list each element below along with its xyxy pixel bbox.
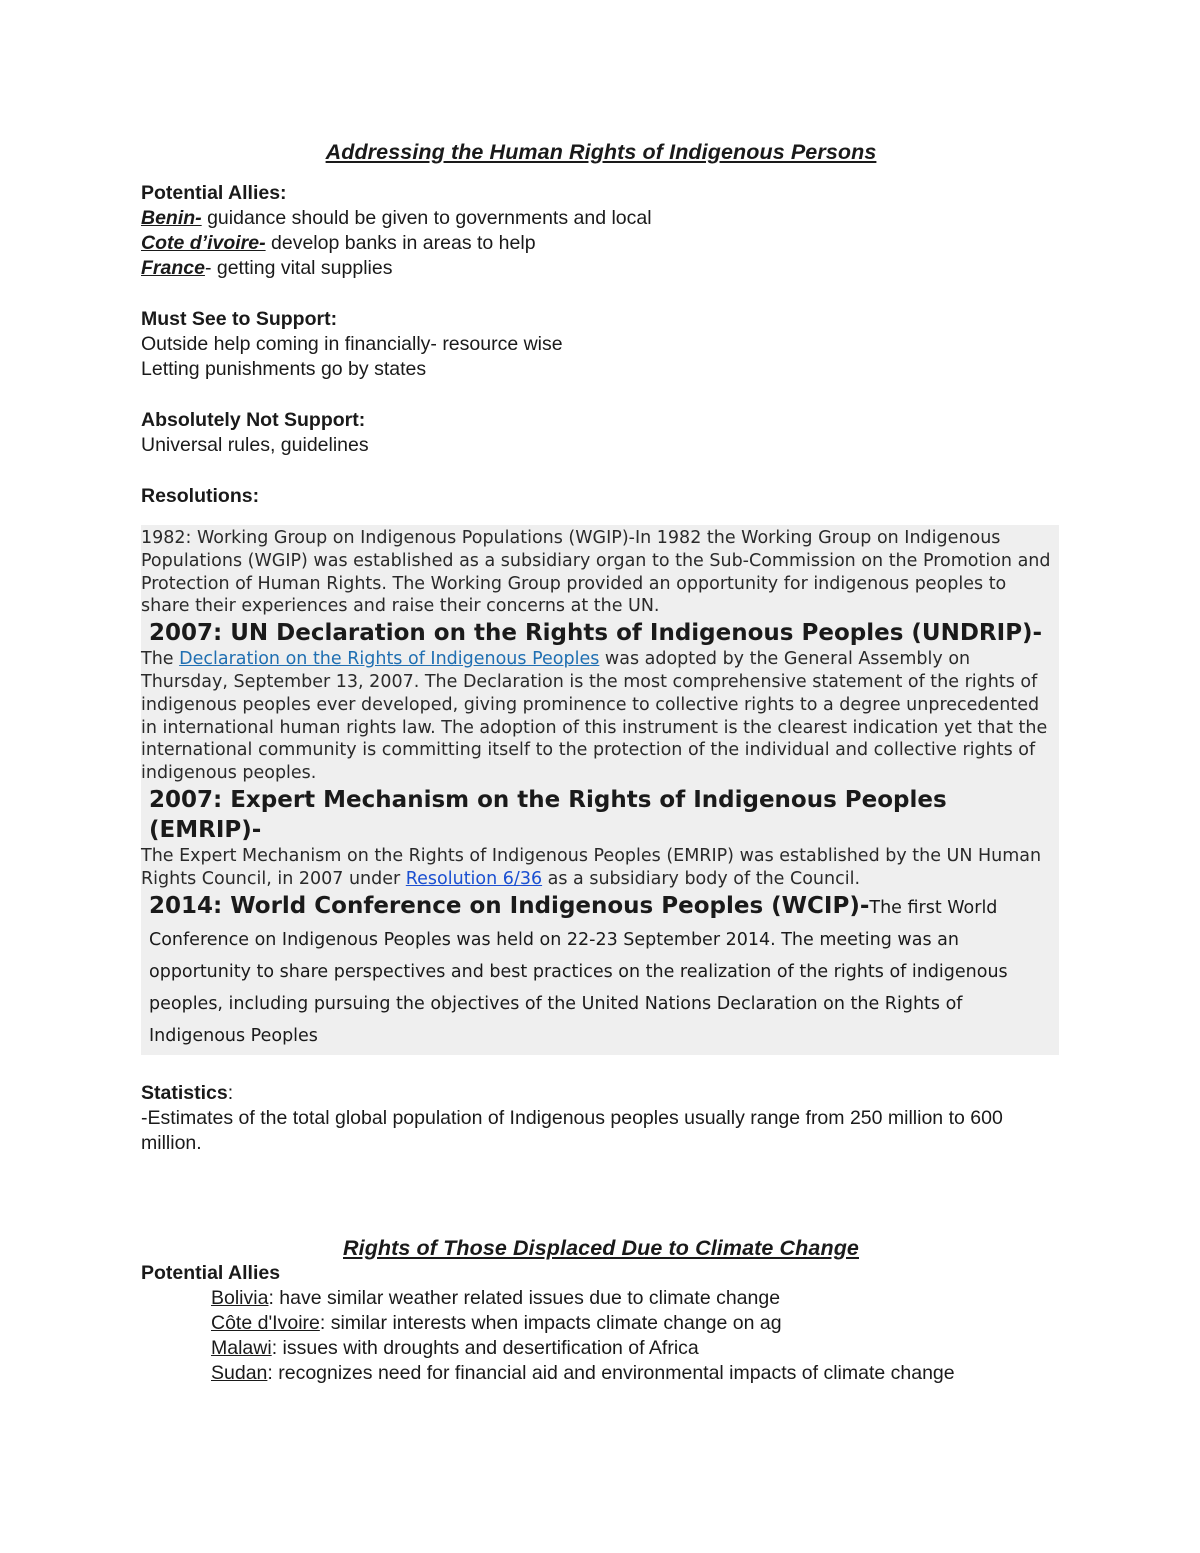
page-title: Addressing the Human Rights of Indigenous Persons (325, 140, 877, 164)
resolution-heading: 2007: UN Declaration on the Rights of Indigenous Peoples (UNDRIP)- (149, 620, 1043, 647)
resolution-1982: 1982: Working Group on Indigenous Populations (WGIP)-In 1982 the Working Group on Indigenous Populations (WGIP) was established as a subsidiary organ to the Sub-Commission on the Promotion and Protection of Human Rights. The Working Group provided an opportunity for indigenous peoples to share their experiences and raise their concerns at the UN. (141, 528, 1051, 617)
ally-text: - getting vital supplies (204, 257, 393, 279)
ally-text: guidance should be given to governments and local (201, 207, 652, 229)
ally-name: Cote d’ivoire- (141, 232, 266, 254)
undrip-link[interactable]: Declaration on the Rights of Indigenous Peoples (179, 649, 600, 670)
country-name: Bolivia (211, 1286, 269, 1309)
country-name: Sudan (211, 1361, 268, 1384)
country-text: : issues with droughts and desertification of Africa (271, 1336, 699, 1359)
text-span: The (141, 649, 180, 670)
statistics-heading-line (141, 1081, 1061, 1106)
allies-heading-climate: Potential Allies (141, 1261, 281, 1284)
document-body (141, 140, 1061, 1386)
not-support-item: Universal rules, guidelines (141, 434, 369, 456)
resolutions-box (141, 525, 1059, 1055)
text-span: The Expert Mechanism on the Rights of Indigenous Peoples (EMRIP) was established by the UN Human Rights Council, in 2007 under (141, 845, 1042, 889)
must-support-item: Outside help coming in financially- resource wise (141, 333, 563, 355)
resolution-emrip-body (141, 845, 1059, 891)
country-text: : recognizes need for financial aid and environmental impacts of climate change (267, 1361, 955, 1384)
country-name: Malawi (211, 1336, 272, 1359)
list-item (211, 1361, 1061, 1386)
list-item (211, 1311, 1061, 1336)
must-support-item: Letting punishments go by states (141, 358, 427, 380)
list-item (211, 1336, 1061, 1361)
must-support-heading: Must See to Support: (141, 308, 338, 330)
text-span: as a subsidiary body of the Council. (542, 868, 861, 889)
ally-text: develop banks in areas to help (265, 232, 536, 254)
resolution-6-36-link[interactable]: Resolution 6/36 (405, 868, 543, 889)
resolution-wcip (141, 891, 1059, 1051)
ally-line (141, 206, 1061, 231)
allies-heading: Potential Allies: (141, 182, 287, 204)
country-text: : similar interests when impacts climate change on ag (319, 1311, 782, 1334)
section-title-climate: Rights of Those Displaced Due to Climate Change (343, 1235, 859, 1260)
text-span: was adopted by the General Assembly on Thursday, September 13, 2007. The Declaration is the most comprehensive statement of the rights of indigenous peoples ever developed, giving prominence to collective rights to a degree unprecedented in international human rights law. The adoption of this instrument is the clearest indication yet that the international community is committing itself to the protection of the individual and collective rights of indigenous peoples. (141, 649, 1048, 784)
resolutions-heading: Resolutions: (141, 485, 260, 507)
resolution-heading: 2014: World Conference on Indigenous Peoples (WCIP)- (149, 892, 870, 919)
ally-line (141, 231, 1061, 256)
ally-name: Benin- (141, 207, 202, 229)
climate-allies-list (141, 1286, 1061, 1386)
country-text: : have similar weather related issues due to climate change (268, 1286, 781, 1309)
ally-line (141, 256, 1061, 281)
resolution-wcip-body: The first World Conference on Indigenous Peoples was held on 22-23 September 2014. The meeting was an opportunity to share perspectives and best practices on the realization of the rights of indigenous peoples, including pursuing the objectives of the United Nations Declaration on the Rights of Indigenous Peoples (149, 897, 1008, 1046)
list-item (211, 1286, 1061, 1311)
country-name: Côte d'Ivoire (211, 1311, 320, 1334)
resolution-undrip-body (141, 648, 1059, 785)
statistics-text: -Estimates of the total global population of Indigenous peoples usually range from 250 million to 600 million. (141, 1106, 1003, 1154)
not-support-heading: Absolutely Not Support: (141, 409, 366, 431)
statistics-colon: : (227, 1081, 234, 1104)
resolution-heading: 2007: Expert Mechanism on the Rights of Indigenous Peoples (EMRIP)- (149, 786, 947, 843)
ally-name: France (141, 257, 205, 279)
statistics-heading: Statistics (141, 1081, 228, 1104)
